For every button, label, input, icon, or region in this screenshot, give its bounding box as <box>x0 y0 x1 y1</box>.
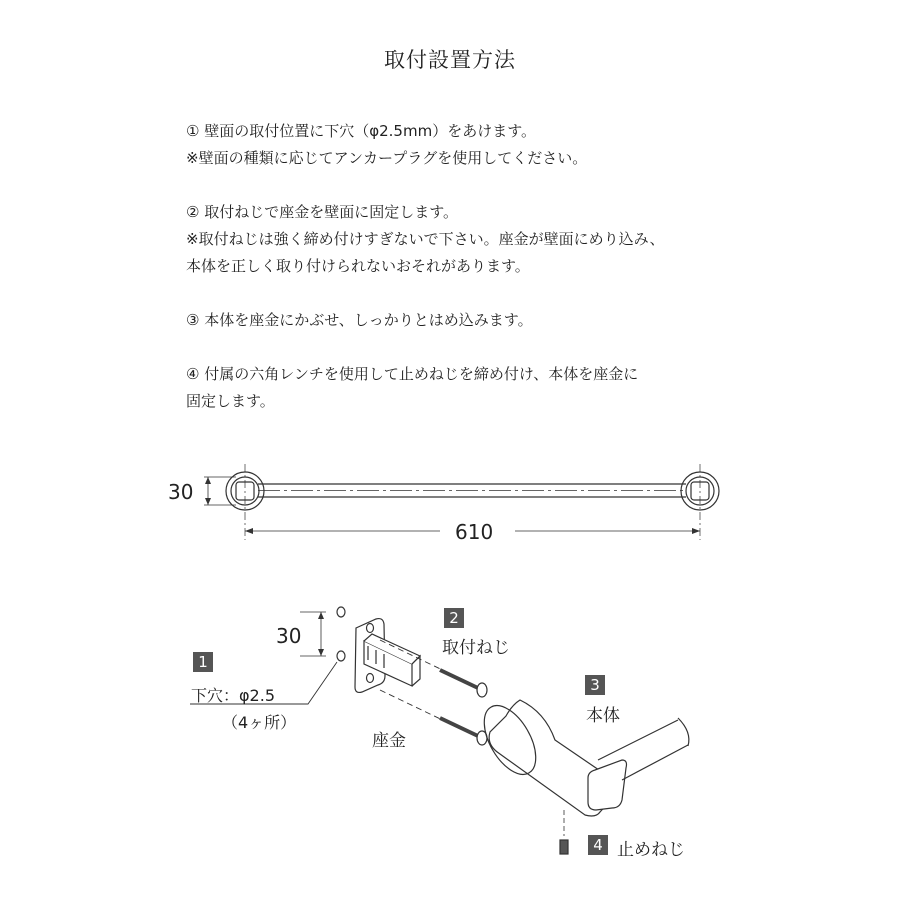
part-label-mounting-screw: 取付ねじ <box>442 638 510 658</box>
part-label-pilot-hole: 下穴：φ2.5 <box>191 686 276 705</box>
part-label-body: 本体 <box>586 706 620 726</box>
part-sublabel-pilot-hole: （4ヶ所） <box>222 713 297 732</box>
step-line: ④ 付属の六角レンチを使用して止めねじを締め付け、本体を座金に <box>186 365 639 383</box>
part-badge-3: 3 <box>585 675 605 695</box>
washer-label: 座金 <box>372 731 406 751</box>
step-line: 固定します。 <box>186 392 275 410</box>
width-dimension-label: 610 <box>455 520 494 544</box>
step-line: ※壁面の種類に応じてアンカープラグを使用してください。 <box>186 149 588 167</box>
step-line: ※取付ねじは強く締め付けすぎないで下さい。座金が壁面にめり込み、 <box>186 230 665 248</box>
exploded-height-label: 30 <box>276 624 302 648</box>
step-line: 本体を正しく取り付けられないおそれがあります。 <box>186 257 530 275</box>
step-line: ① 壁面の取付位置に下穴（φ2.5mm）をあけます。 <box>186 122 536 140</box>
part-badge-1: 1 <box>193 652 213 672</box>
part-badge-4: 4 <box>588 835 608 855</box>
part-label-set-screw: 止めねじ <box>617 840 685 860</box>
step-line: ③ 本体を座金にかぶせ、しっかりとはめ込みます。 <box>186 311 533 329</box>
part-badge-2: 2 <box>444 608 464 628</box>
height-dimension-label: 30 <box>168 480 194 504</box>
step-line: ② 取付ねじで座金を壁面に固定します。 <box>186 203 459 221</box>
page-title: 取付設置方法 <box>384 48 516 72</box>
